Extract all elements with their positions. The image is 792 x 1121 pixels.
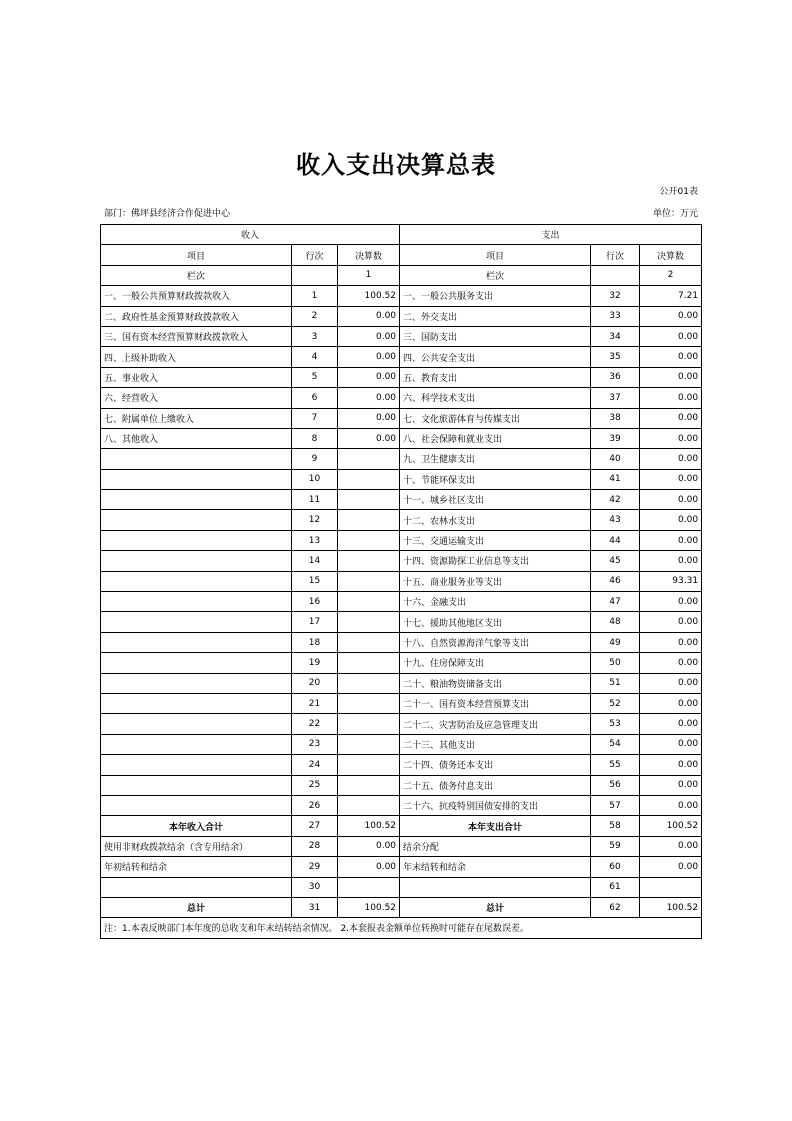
table-row: [101, 530, 702, 550]
income-amount-cell: [338, 510, 400, 530]
income-item-cell: [101, 714, 292, 734]
table-row: [101, 490, 702, 510]
income-item-cell: [101, 755, 292, 775]
income-line-cell: 21: [292, 693, 338, 713]
expense-line-cell: 50: [591, 653, 640, 673]
expense-line-cell: 61: [591, 877, 640, 897]
expense-amount-cell: 0.00: [640, 510, 702, 530]
expense-amount-cell: 0.00: [640, 347, 702, 367]
income-item-cell: [101, 592, 292, 612]
expense-amount-cell: 100.52: [640, 816, 702, 836]
section-header-row: [101, 225, 702, 245]
income-item-cell: [101, 510, 292, 530]
department-label: 部门：佛坪县经济合作促进中心: [104, 209, 231, 219]
income-item-cell: [101, 775, 292, 795]
expense-amount-cell: 93.31: [640, 571, 702, 591]
income-line-cell: 29: [292, 857, 338, 877]
table-row: [101, 714, 702, 734]
table-row: [101, 347, 702, 367]
income-amount-cell: [338, 530, 400, 550]
income-amount-cell: [338, 551, 400, 571]
income-item-cell: 二、政府性基金预算财政拨款收入: [101, 306, 292, 326]
expense-section-header: 支出: [400, 225, 702, 245]
income-line-cell: 31: [292, 897, 338, 917]
expense-line-cell: 60: [591, 857, 640, 877]
income-line-cell: 16: [292, 592, 338, 612]
income-amount-header: 决算数: [338, 245, 400, 265]
income-amount-cell: [338, 877, 400, 897]
income-item-cell: [101, 632, 292, 652]
income-item-cell: [101, 490, 292, 510]
income-amount-cell: 0.00: [338, 857, 400, 877]
income-item-cell: 年初结转和结余: [101, 857, 292, 877]
expense-amount-cell: 0.00: [640, 734, 702, 754]
income-line-cell: 24: [292, 755, 338, 775]
note-row: [101, 918, 702, 938]
column-number-row: [101, 265, 702, 285]
income-amount-cell: 100.52: [338, 816, 400, 836]
expense-line-cell: 36: [591, 367, 640, 387]
income-line-cell: 30: [292, 877, 338, 897]
expense-item-cell: 二十二、灾害防治及应急管理支出: [400, 714, 591, 734]
expense-line-cell: 35: [591, 347, 640, 367]
expense-item-cell: 六、科学技术支出: [400, 388, 591, 408]
expense-amount-cell: 0.00: [640, 836, 702, 856]
income-line-cell: 23: [292, 734, 338, 754]
expense-column-number: 2: [640, 265, 702, 285]
income-line-header: 行次: [292, 245, 338, 265]
page-title: 收入支出决算总表: [296, 150, 496, 179]
income-line-cell: 3: [292, 326, 338, 346]
income-amount-cell: 0.00: [338, 306, 400, 326]
expense-amount-cell: 0.00: [640, 673, 702, 693]
expense-item-cell: 二十、粮油物资储备支出: [400, 673, 591, 693]
expense-amount-cell: 0.00: [640, 469, 702, 489]
expense-line-cell: 42: [591, 490, 640, 510]
expense-item-cell: 二十五、债务付息支出: [400, 775, 591, 795]
income-line-cell: 27: [292, 816, 338, 836]
income-item-cell: 总计: [101, 897, 292, 917]
table-row: [101, 388, 702, 408]
expense-amount-cell: 0.00: [640, 551, 702, 571]
income-line-cell: 26: [292, 795, 338, 815]
expense-amount-cell: 0.00: [640, 714, 702, 734]
expense-line-cell: 45: [591, 551, 640, 571]
table-row: [101, 653, 702, 673]
expense-item-cell: 七、文化旅游体育与传媒支出: [400, 408, 591, 428]
expense-amount-cell: 0.00: [640, 408, 702, 428]
expense-line-cell: 38: [591, 408, 640, 428]
expense-line-cell: 53: [591, 714, 640, 734]
expense-line-cell: 34: [591, 326, 640, 346]
income-amount-cell: [338, 571, 400, 591]
expense-amount-cell: 0.00: [640, 388, 702, 408]
expense-line-cell: 58: [591, 816, 640, 836]
income-amount-cell: [338, 734, 400, 754]
expense-item-cell: 二十一、国有资本经营预算支出: [400, 693, 591, 713]
income-line-cell: 22: [292, 714, 338, 734]
expense-amount-cell: 0.00: [640, 653, 702, 673]
table-row: [101, 551, 702, 571]
income-line-cell: 15: [292, 571, 338, 591]
table-row: [101, 326, 702, 346]
expense-item-cell: 十九、住房保障支出: [400, 653, 591, 673]
table-row: [101, 367, 702, 387]
income-line-cell: 6: [292, 388, 338, 408]
expense-amount-cell: 0.00: [640, 632, 702, 652]
expense-item-cell: 二十六、抗疫特别国债安排的支出: [400, 795, 591, 815]
income-item-cell: 使用非财政拨款结余（含专用结余）: [101, 836, 292, 856]
income-item-cell: [101, 551, 292, 571]
income-line-cell: 1: [292, 286, 338, 306]
expense-item-cell: 本年支出合计: [400, 816, 591, 836]
income-line-cell: 17: [292, 612, 338, 632]
expense-item-cell: 十四、资源勘探工业信息等支出: [400, 551, 591, 571]
income-item-cell: [101, 469, 292, 489]
expense-line-cell: 62: [591, 897, 640, 917]
table-row: [101, 775, 702, 795]
income-item-cell: [101, 795, 292, 815]
expense-item-cell: 十、节能环保支出: [400, 469, 591, 489]
income-line-cell: 12: [292, 510, 338, 530]
income-item-cell: [101, 449, 292, 469]
income-amount-cell: 0.00: [338, 388, 400, 408]
expense-item-cell: 十三、交通运输支出: [400, 530, 591, 550]
expense-line-cell: 54: [591, 734, 640, 754]
expense-item-header: 项目: [400, 245, 591, 265]
expense-line-cell: 59: [591, 836, 640, 856]
table-note: 注：1.本表反映部门本年度的总收支和年末结转结余情况。 2.本套报表金额单位转换时可能存在尾数误差。: [101, 918, 702, 938]
expense-line-cell: 57: [591, 795, 640, 815]
table-row: [101, 632, 702, 652]
expense-line-cell: 47: [591, 592, 640, 612]
expense-amount-cell: 0.00: [640, 775, 702, 795]
expense-amount-cell: 0.00: [640, 857, 702, 877]
income-amount-cell: [338, 490, 400, 510]
income-line-cell: 28: [292, 836, 338, 856]
income-item-cell: [101, 693, 292, 713]
income-item-cell: 八、其他收入: [101, 428, 292, 448]
expense-amount-cell: 0.00: [640, 326, 702, 346]
income-item-cell: 六、经营收入: [101, 388, 292, 408]
expense-item-cell: 十二、农林水支出: [400, 510, 591, 530]
table-row: [101, 836, 702, 856]
income-item-cell: [101, 571, 292, 591]
expense-item-cell: 八、社会保障和就业支出: [400, 428, 591, 448]
expense-line-cell: 56: [591, 775, 640, 795]
expense-column-label: 栏次: [400, 265, 591, 285]
income-amount-cell: [338, 632, 400, 652]
expense-amount-cell: 0.00: [640, 693, 702, 713]
table-row: [101, 795, 702, 815]
expense-amount-cell: 0.00: [640, 428, 702, 448]
expense-line-cell: 51: [591, 673, 640, 693]
expense-amount-cell: 0.00: [640, 795, 702, 815]
income-amount-cell: [338, 469, 400, 489]
table-row: [101, 428, 702, 448]
table-row: [101, 469, 702, 489]
expense-item-cell: 十六、金融支出: [400, 592, 591, 612]
table-row: [101, 877, 702, 897]
income-amount-cell: 0.00: [338, 347, 400, 367]
expense-line-header: 行次: [591, 245, 640, 265]
income-amount-cell: [338, 612, 400, 632]
expense-item-cell: 十一、城乡社区支出: [400, 490, 591, 510]
expense-item-cell: 九、卫生健康支出: [400, 449, 591, 469]
income-line-cell: 25: [292, 775, 338, 795]
income-line-cell: 14: [292, 551, 338, 571]
table-row: [101, 571, 702, 591]
expense-line-cell: 39: [591, 428, 640, 448]
table-row: [101, 612, 702, 632]
income-item-cell: [101, 734, 292, 754]
income-column-number: 1: [338, 265, 400, 285]
expense-item-cell: [400, 877, 591, 897]
income-item-cell: 五、事业收入: [101, 367, 292, 387]
income-line-cell: 4: [292, 347, 338, 367]
expense-amount-cell: 0.00: [640, 530, 702, 550]
expense-item-cell: 一、一般公共服务支出: [400, 286, 591, 306]
expense-line-cell: 48: [591, 612, 640, 632]
table-row: [101, 857, 702, 877]
expense-amount-cell: 0.00: [640, 306, 702, 326]
income-line-cell: 20: [292, 673, 338, 693]
expense-amount-header: 决算数: [640, 245, 702, 265]
expense-item-cell: 十七、援助其他地区支出: [400, 612, 591, 632]
income-line-cell: 11: [292, 490, 338, 510]
expense-amount-cell: 0.00: [640, 449, 702, 469]
income-amount-cell: [338, 755, 400, 775]
income-amount-cell: [338, 714, 400, 734]
expense-item-cell: 四、公共安全支出: [400, 347, 591, 367]
expense-line-cell: 55: [591, 755, 640, 775]
expense-item-cell: 十八、自然资源海洋气象等支出: [400, 632, 591, 652]
table-row: [101, 306, 702, 326]
table-row: [101, 673, 702, 693]
income-item-cell: [101, 877, 292, 897]
income-item-cell: 四、上级补助收入: [101, 347, 292, 367]
income-amount-cell: [338, 673, 400, 693]
expense-item-cell: 结余分配: [400, 836, 591, 856]
income-amount-cell: 0.00: [338, 428, 400, 448]
income-item-cell: 一、一般公共预算财政拨款收入: [101, 286, 292, 306]
expense-line-cell: 46: [591, 571, 640, 591]
income-item-cell: [101, 530, 292, 550]
income-item-cell: [101, 673, 292, 693]
income-item-cell: [101, 653, 292, 673]
final-accounts-table: [100, 224, 702, 939]
empty-cell: [591, 265, 640, 285]
income-amount-cell: 100.52: [338, 897, 400, 917]
income-amount-cell: [338, 592, 400, 612]
income-item-cell: [101, 612, 292, 632]
income-item-cell: 七、附属单位上缴收入: [101, 408, 292, 428]
table-row: [101, 755, 702, 775]
income-line-cell: 8: [292, 428, 338, 448]
expense-amount-cell: 7.21: [640, 286, 702, 306]
table-row: [101, 897, 702, 917]
table-row: [101, 408, 702, 428]
income-amount-cell: 100.52: [338, 286, 400, 306]
table-row: [101, 510, 702, 530]
income-line-cell: 19: [292, 653, 338, 673]
expense-amount-cell: 0.00: [640, 490, 702, 510]
expense-amount-cell: [640, 877, 702, 897]
income-section-header: 收入: [101, 225, 400, 245]
table-row: [101, 816, 702, 836]
income-line-cell: 10: [292, 469, 338, 489]
expense-line-cell: 44: [591, 530, 640, 550]
income-line-cell: 13: [292, 530, 338, 550]
expense-amount-cell: 0.00: [640, 592, 702, 612]
table-row: [101, 449, 702, 469]
income-item-cell: 本年收入合计: [101, 816, 292, 836]
income-line-cell: 18: [292, 632, 338, 652]
expense-item-cell: 二十四、债务还本支出: [400, 755, 591, 775]
expense-item-cell: 五、教育支出: [400, 367, 591, 387]
expense-line-cell: 32: [591, 286, 640, 306]
table-code: 公开01表: [659, 187, 698, 197]
expense-line-cell: 40: [591, 449, 640, 469]
expense-item-cell: 二十三、其他支出: [400, 734, 591, 754]
income-column-label: 栏次: [101, 265, 292, 285]
unit-label: 单位：万元: [652, 209, 698, 219]
income-line-cell: 9: [292, 449, 338, 469]
expense-item-cell: 二、外交支出: [400, 306, 591, 326]
expense-line-cell: 52: [591, 693, 640, 713]
table-row: [101, 592, 702, 612]
income-line-cell: 7: [292, 408, 338, 428]
expense-line-cell: 41: [591, 469, 640, 489]
income-amount-cell: [338, 795, 400, 815]
expense-amount-cell: 0.00: [640, 367, 702, 387]
table-row: [101, 734, 702, 754]
income-item-header: 项目: [101, 245, 292, 265]
income-amount-cell: 0.00: [338, 326, 400, 346]
empty-cell: [292, 265, 338, 285]
expense-line-cell: 49: [591, 632, 640, 652]
expense-item-cell: 年末结转和结余: [400, 857, 591, 877]
table-row: [101, 693, 702, 713]
expense-amount-cell: 0.00: [640, 755, 702, 775]
expense-item-cell: 十五、商业服务业等支出: [400, 571, 591, 591]
income-amount-cell: [338, 449, 400, 469]
expense-amount-cell: 100.52: [640, 897, 702, 917]
expense-line-cell: 33: [591, 306, 640, 326]
column-header-row: [101, 245, 702, 265]
expense-item-cell: 三、国防支出: [400, 326, 591, 346]
income-line-cell: 5: [292, 367, 338, 387]
income-amount-cell: 0.00: [338, 367, 400, 387]
expense-line-cell: 43: [591, 510, 640, 530]
income-amount-cell: [338, 693, 400, 713]
income-amount-cell: 0.00: [338, 408, 400, 428]
table-row: [101, 286, 702, 306]
expense-item-cell: 总计: [400, 897, 591, 917]
expense-line-cell: 37: [591, 388, 640, 408]
income-amount-cell: [338, 653, 400, 673]
income-amount-cell: [338, 775, 400, 795]
income-amount-cell: 0.00: [338, 836, 400, 856]
expense-amount-cell: 0.00: [640, 612, 702, 632]
income-item-cell: 三、国有资本经营预算财政拨款收入: [101, 326, 292, 346]
income-line-cell: 2: [292, 306, 338, 326]
